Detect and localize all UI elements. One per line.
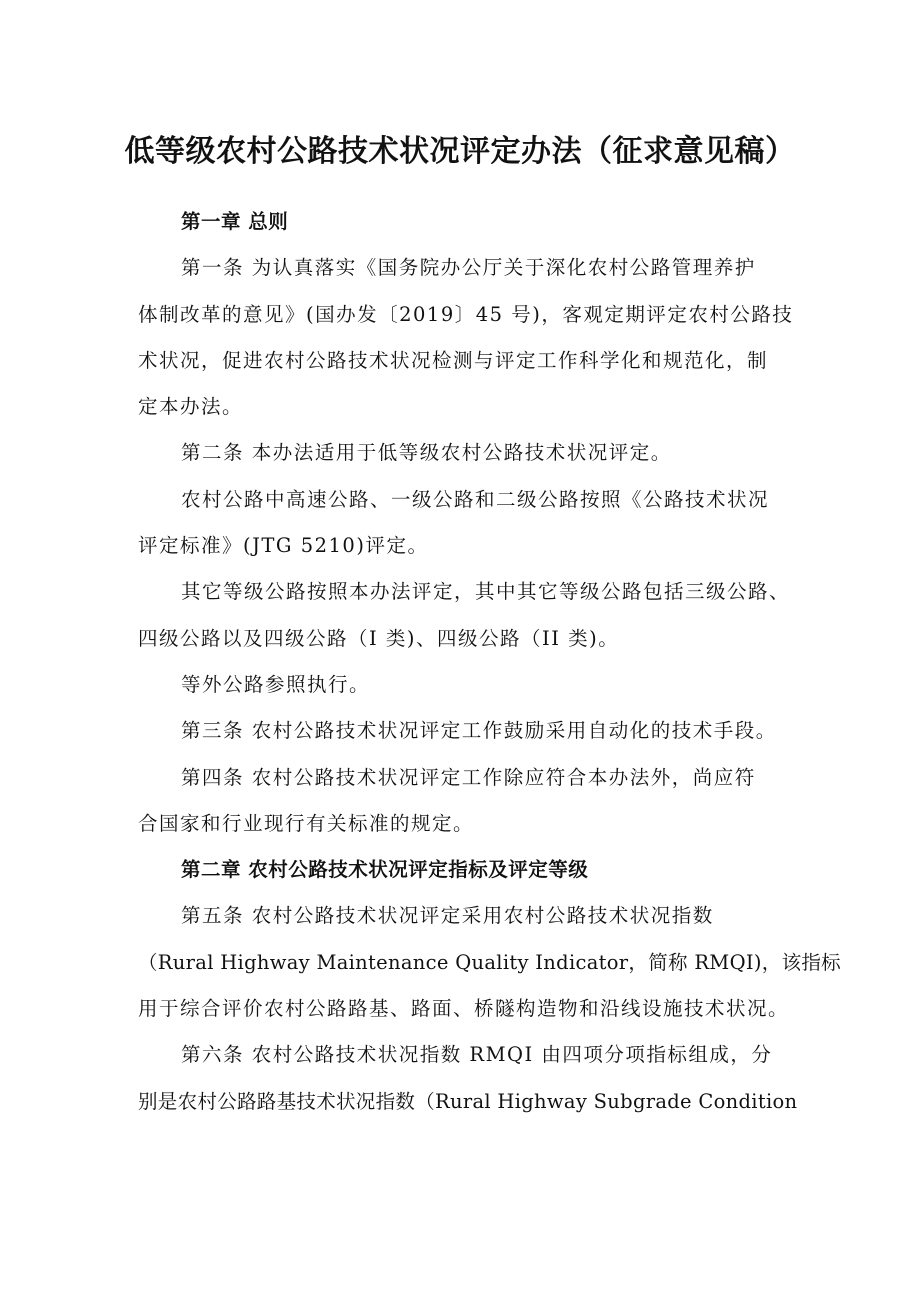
chapter-heading <box>138 199 788 245</box>
text-line: 术状况，促进农村公路技术状况检测与评定工作科学化和规范化，制 <box>138 348 769 372</box>
text-line: 定本办法。 <box>138 395 244 419</box>
text-line: 体制改革的意见》(国办发〔2019〕45 号)，客观定期评定农村公路技 <box>138 302 794 326</box>
text-line: 四级公路以及四级公路（I 类)、四级公路（II 类)。 <box>138 626 620 650</box>
text-line: 第三条 农村公路技术状况评定工作鼓励采用自动化的技术手段。 <box>181 719 777 743</box>
text-line: 第六条 农村公路技术状况指数 RMQI 由四项分项指标组成，分 <box>181 1043 773 1067</box>
text-line: 第一条 为认真落实《国务院办公厅关于深化农村公路管理养护 <box>181 256 756 280</box>
text-line: 评定标准》(JTG 5210)评定。 <box>138 534 429 558</box>
article-paragraph <box>138 1032 798 1125</box>
document-title: 低等级农村公路技术状况评定办法（征求意见稿） <box>124 134 796 169</box>
text-line: 第五条 农村公路技术状况评定采用农村公路技术状况指数 <box>181 904 714 928</box>
article-paragraph <box>138 430 788 476</box>
article-paragraph <box>138 662 788 708</box>
article-paragraph <box>138 569 791 662</box>
text-line: 第二章 农村公路技术状况评定指标及评定等级 <box>181 858 589 882</box>
article-paragraph <box>138 755 788 848</box>
article-paragraph <box>138 245 794 430</box>
text-line: 等外公路参照执行。 <box>181 672 371 696</box>
text-line: 其它等级公路按照本办法评定，其中其它等级公路包括三级公路、 <box>181 580 791 604</box>
article-paragraph <box>138 893 841 1032</box>
text-line: 用于综合评价农村公路路基、路面、桥隧构造物和沿线设施技术状况。 <box>138 997 790 1021</box>
document-body <box>138 199 841 1125</box>
text-line: 别是农村公路路基技术状况指数（Rural Highway Subgrade Condition <box>138 1089 798 1113</box>
text-line: （Rural Highway Maintenance Quality Indicator，简称 RMQI)，该指标 <box>138 950 841 974</box>
article-paragraph <box>138 708 788 754</box>
text-line: 第二条 本办法适用于低等级农村公路技术状况评定。 <box>181 441 672 465</box>
article-paragraph <box>138 477 788 570</box>
text-line: 第四条 农村公路技术状况评定工作除应符合本办法外，尚应符 <box>181 765 756 789</box>
text-line: 农村公路中高速公路、一级公路和二级公路按照《公路技术状况 <box>181 487 770 511</box>
text-line: 第一章 总则 <box>181 210 289 233</box>
text-line: 合国家和行业现行有关标准的规定。 <box>138 811 475 835</box>
chapter-heading <box>138 847 788 893</box>
